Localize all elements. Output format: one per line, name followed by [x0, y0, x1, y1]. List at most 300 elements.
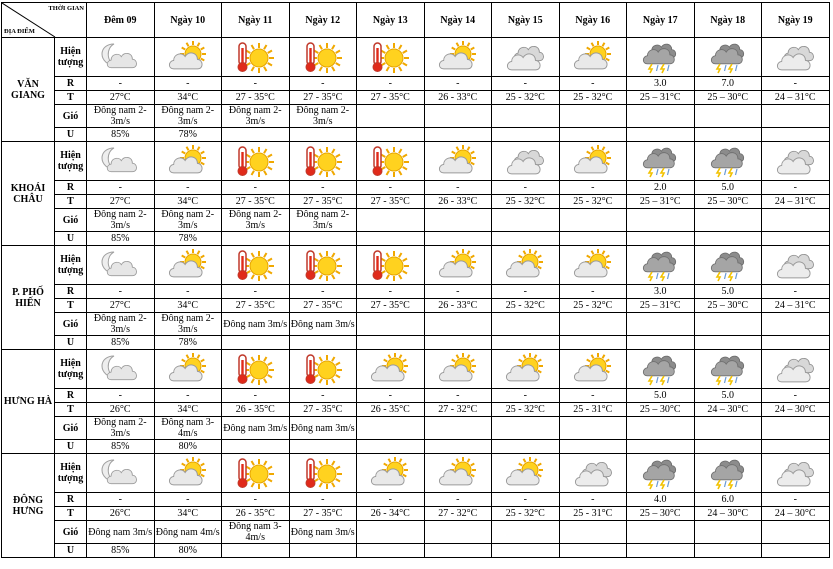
weather-cell: [627, 38, 695, 77]
thunderstorm-icon: [638, 352, 682, 386]
rain-row: [2, 181, 830, 195]
temperature-value: 26 - 35°C: [222, 403, 290, 417]
sun-cloud-icon: [166, 456, 210, 490]
weather-cell: [627, 246, 695, 285]
factor-label: T: [55, 299, 87, 313]
wind-value: [357, 313, 425, 336]
rain-value: -: [559, 389, 627, 403]
rain-value: -: [222, 389, 290, 403]
sun-cloud-icon: [166, 144, 210, 178]
sun-cloud-icon: [503, 248, 547, 282]
time-label: THỜI GIAN: [48, 5, 84, 12]
rain-value: -: [289, 389, 357, 403]
rain-value: -: [492, 77, 560, 91]
rain-value: 4.0: [627, 493, 695, 507]
factor-label: R: [55, 493, 87, 507]
hot-sun-icon: [233, 352, 277, 386]
humidity-value: [694, 128, 762, 142]
rain-value: -: [87, 181, 155, 195]
thunderstorm-icon: [706, 40, 750, 74]
rain-value: -: [559, 493, 627, 507]
weather-cell: [222, 246, 290, 285]
humidity-value: [289, 336, 357, 350]
rain-value: 5.0: [694, 389, 762, 403]
wind-value: Đông nam 2-3m/s: [222, 209, 290, 232]
humidity-value: [627, 232, 695, 246]
wind-value: [559, 417, 627, 440]
wind-value: Đông nam 2-3m/s: [289, 105, 357, 128]
wind-value: [762, 417, 830, 440]
humidity-value: [222, 440, 290, 454]
temperature-value: 26 - 35°C: [357, 403, 425, 417]
temperature-value: 27 - 35°C: [289, 507, 357, 521]
weather-cell: [694, 454, 762, 493]
humidity-value: [424, 232, 492, 246]
wind-value: [694, 313, 762, 336]
temperature-value: 27 - 35°C: [289, 299, 357, 313]
wind-value: Đông nam 2-3m/s: [87, 313, 155, 336]
wind-value: [357, 105, 425, 128]
weather-cell: [492, 454, 560, 493]
day-header: Ngày 18: [694, 3, 762, 38]
humidity-value: [559, 336, 627, 350]
wind-value: Đông nam 3m/s: [222, 417, 290, 440]
wind-value: Đông nam 2-3m/s: [154, 105, 222, 128]
humidity-value: [357, 336, 425, 350]
cloud-icon: [773, 248, 817, 282]
wind-value: [492, 521, 560, 544]
humidity-value: [289, 440, 357, 454]
wind-value: Đông nam 3m/s: [87, 521, 155, 544]
wind-value: [694, 521, 762, 544]
humidity-value: 78%: [154, 128, 222, 142]
humidity-value: [424, 440, 492, 454]
rain-value: -: [492, 285, 560, 299]
factor-label: R: [55, 389, 87, 403]
rain-value: -: [87, 389, 155, 403]
header-corner: [2, 3, 87, 38]
weather-cell: [627, 454, 695, 493]
temperature-value: 24 – 30°C: [694, 507, 762, 521]
weather-cell: [762, 38, 830, 77]
temperature-value: 27 - 35°C: [289, 403, 357, 417]
humidity-value: [357, 544, 425, 558]
weather-cell: [289, 454, 357, 493]
weather-cell: [492, 246, 560, 285]
humidity-row: [2, 336, 830, 350]
wind-value: [627, 521, 695, 544]
weather-cell: [424, 246, 492, 285]
factor-label: Gió: [55, 313, 87, 336]
humidity-value: [694, 544, 762, 558]
sun-cloud-icon: [166, 352, 210, 386]
humidity-value: [762, 544, 830, 558]
phenomenon-row: [2, 142, 830, 181]
day-header: Ngày 14: [424, 3, 492, 38]
temperature-value: 25 - 32°C: [492, 91, 560, 105]
weather-cell: [87, 454, 155, 493]
weather-cell: [424, 142, 492, 181]
factor-label: Gió: [55, 521, 87, 544]
day-header: Ngày 16: [559, 3, 627, 38]
wind-row: [2, 521, 830, 544]
temperature-value: 25 – 31°C: [627, 91, 695, 105]
cloud-icon: [773, 456, 817, 490]
humidity-value: [627, 440, 695, 454]
cloud-icon: [571, 456, 615, 490]
temperature-value: 25 – 30°C: [694, 299, 762, 313]
wind-value: Đông nam 2-3m/s: [154, 209, 222, 232]
rain-value: -: [222, 77, 290, 91]
factor-label: T: [55, 507, 87, 521]
wind-value: [424, 417, 492, 440]
rain-value: -: [289, 493, 357, 507]
temperature-value: 27 - 35°C: [222, 299, 290, 313]
weather-cell: [762, 454, 830, 493]
temperature-value: 27 - 35°C: [289, 91, 357, 105]
temperature-value: 25 – 30°C: [627, 507, 695, 521]
humidity-value: [762, 232, 830, 246]
humidity-value: 80%: [154, 544, 222, 558]
temperature-value: 26°C: [87, 507, 155, 521]
moon-cloud-icon: [98, 456, 142, 490]
hot-sun-icon: [301, 352, 345, 386]
wind-value: Đông nam 3-4m/s: [222, 521, 290, 544]
weather-cell: [694, 142, 762, 181]
wind-value: [762, 209, 830, 232]
humidity-row: [2, 128, 830, 142]
factor-label: U: [55, 336, 87, 350]
temperature-row: [2, 507, 830, 521]
temperature-value: 34°C: [154, 91, 222, 105]
sun-cloud-icon: [436, 456, 480, 490]
temperature-row: [2, 403, 830, 417]
hot-sun-icon: [233, 40, 277, 74]
hot-sun-icon: [301, 144, 345, 178]
day-header: Ngày 11: [222, 3, 290, 38]
rain-value: -: [424, 389, 492, 403]
rain-value: -: [492, 181, 560, 195]
temperature-value: 34°C: [154, 507, 222, 521]
temperature-value: 34°C: [154, 403, 222, 417]
wind-row: [2, 313, 830, 336]
weather-cell: [357, 454, 425, 493]
rain-value: -: [492, 493, 560, 507]
weather-cell: [694, 246, 762, 285]
temperature-value: 27 - 32°C: [424, 507, 492, 521]
temperature-value: 25 – 30°C: [627, 403, 695, 417]
phenomenon-row: [2, 38, 830, 77]
humidity-value: 85%: [87, 440, 155, 454]
humidity-value: [694, 336, 762, 350]
rain-value: -: [154, 285, 222, 299]
sun-cloud-icon: [368, 352, 412, 386]
thunderstorm-icon: [706, 352, 750, 386]
rain-value: 5.0: [694, 181, 762, 195]
temperature-row: [2, 195, 830, 209]
humidity-value: [289, 544, 357, 558]
cloud-icon: [773, 352, 817, 386]
temperature-value: 24 – 31°C: [762, 195, 830, 209]
humidity-value: [762, 440, 830, 454]
temperature-value: 27 - 35°C: [222, 195, 290, 209]
wind-value: Đông nam 3m/s: [289, 417, 357, 440]
temperature-value: 25 - 32°C: [492, 507, 560, 521]
weather-cell: [222, 454, 290, 493]
wind-value: [627, 105, 695, 128]
wind-value: [694, 105, 762, 128]
rain-row: [2, 285, 830, 299]
factor-label: Gió: [55, 417, 87, 440]
rain-value: -: [492, 389, 560, 403]
humidity-value: [222, 232, 290, 246]
day-header: Ngày 13: [357, 3, 425, 38]
factor-label: Gió: [55, 105, 87, 128]
rain-value: -: [357, 77, 425, 91]
temperature-value: 25 - 32°C: [492, 403, 560, 417]
rain-value: -: [222, 493, 290, 507]
weather-cell: [357, 142, 425, 181]
wind-value: Đông nam 2-3m/s: [87, 209, 155, 232]
location-name: P. PHỐ HIẾN: [2, 246, 55, 350]
wind-value: [357, 417, 425, 440]
sun-cloud-icon: [503, 352, 547, 386]
factor-label: Hiện tượng: [55, 454, 87, 493]
weather-cell: [289, 350, 357, 389]
hot-sun-icon: [301, 456, 345, 490]
sun-cloud-icon: [166, 248, 210, 282]
wind-value: [559, 313, 627, 336]
moon-cloud-icon: [98, 352, 142, 386]
rain-value: -: [222, 181, 290, 195]
humidity-value: 78%: [154, 336, 222, 350]
humidity-value: [762, 336, 830, 350]
humidity-value: [559, 232, 627, 246]
temperature-value: 26 - 34°C: [357, 507, 425, 521]
humidity-value: [357, 232, 425, 246]
temperature-value: 25 – 30°C: [694, 91, 762, 105]
location-name: HƯNG HÀ: [2, 350, 55, 454]
temperature-value: 25 - 32°C: [492, 299, 560, 313]
rain-value: -: [154, 389, 222, 403]
weather-cell: [222, 350, 290, 389]
humidity-value: [559, 440, 627, 454]
weather-cell: [762, 142, 830, 181]
factor-label: R: [55, 77, 87, 91]
weather-cell: [87, 38, 155, 77]
wind-value: Đông nam 2-3m/s: [87, 105, 155, 128]
humidity-value: 85%: [87, 336, 155, 350]
weather-cell: [559, 454, 627, 493]
temperature-value: 25 - 32°C: [492, 195, 560, 209]
temperature-value: 26 - 33°C: [424, 91, 492, 105]
rain-value: -: [424, 77, 492, 91]
weather-cell: [289, 38, 357, 77]
factor-label: U: [55, 128, 87, 142]
wind-value: Đông nam 3m/s: [289, 521, 357, 544]
temperature-value: 27 - 35°C: [289, 195, 357, 209]
rain-value: 6.0: [694, 493, 762, 507]
rain-row: [2, 389, 830, 403]
weather-cell: [694, 350, 762, 389]
factor-label: R: [55, 285, 87, 299]
location-name: VĂN GIANG: [2, 38, 55, 142]
factor-label: T: [55, 403, 87, 417]
wind-value: [627, 209, 695, 232]
factor-label: Hiện tượng: [55, 38, 87, 77]
humidity-value: [357, 440, 425, 454]
cloud-icon: [503, 40, 547, 74]
rain-value: 5.0: [627, 389, 695, 403]
wind-value: [424, 521, 492, 544]
weather-cell: [424, 350, 492, 389]
wind-value: [559, 105, 627, 128]
wind-value: Đông nam 3-4m/s: [154, 417, 222, 440]
rain-value: -: [289, 181, 357, 195]
thunderstorm-icon: [706, 144, 750, 178]
rain-value: -: [762, 285, 830, 299]
humidity-value: [357, 128, 425, 142]
wind-value: Đông nam 2-3m/s: [289, 209, 357, 232]
wind-value: [357, 521, 425, 544]
weather-cell: [559, 142, 627, 181]
location-name: ĐÔNG HƯNG: [2, 454, 55, 558]
humidity-value: [559, 128, 627, 142]
temperature-value: 25 - 31°C: [559, 403, 627, 417]
rain-value: -: [559, 181, 627, 195]
rain-value: -: [424, 493, 492, 507]
humidity-value: 78%: [154, 232, 222, 246]
location-name: KHOÁI CHÂU: [2, 142, 55, 246]
wind-value: [694, 417, 762, 440]
humidity-value: [492, 232, 560, 246]
rain-value: -: [154, 77, 222, 91]
rain-value: -: [762, 77, 830, 91]
weather-cell: [289, 246, 357, 285]
wind-value: [424, 209, 492, 232]
weather-cell: [694, 38, 762, 77]
thunderstorm-icon: [638, 40, 682, 74]
temperature-value: 26 - 33°C: [424, 195, 492, 209]
sun-cloud-icon: [503, 456, 547, 490]
rain-value: 5.0: [694, 285, 762, 299]
temperature-value: 25 – 31°C: [627, 299, 695, 313]
humidity-value: [694, 232, 762, 246]
rain-value: -: [357, 181, 425, 195]
humidity-value: [424, 336, 492, 350]
rain-value: -: [87, 493, 155, 507]
humidity-value: [762, 128, 830, 142]
wind-value: [762, 521, 830, 544]
temperature-value: 27°C: [87, 299, 155, 313]
hot-sun-icon: [233, 144, 277, 178]
temperature-value: 34°C: [154, 299, 222, 313]
thunderstorm-icon: [638, 144, 682, 178]
thunderstorm-icon: [638, 248, 682, 282]
temperature-value: 24 – 30°C: [694, 403, 762, 417]
rain-value: 2.0: [627, 181, 695, 195]
weather-cell: [222, 142, 290, 181]
weather-cell: [559, 350, 627, 389]
wind-value: [357, 209, 425, 232]
rain-value: -: [222, 285, 290, 299]
temperature-value: 24 – 30°C: [762, 403, 830, 417]
weather-cell: [559, 38, 627, 77]
weather-cell: [424, 38, 492, 77]
day-header: Ngày 12: [289, 3, 357, 38]
hot-sun-icon: [233, 456, 277, 490]
wind-value: [694, 209, 762, 232]
humidity-value: [492, 440, 560, 454]
wind-value: Đông nam 3m/s: [289, 313, 357, 336]
rain-value: 3.0: [627, 285, 695, 299]
factor-label: U: [55, 440, 87, 454]
rain-value: -: [289, 285, 357, 299]
factor-label: U: [55, 232, 87, 246]
sun-cloud-icon: [571, 40, 615, 74]
rain-row: [2, 77, 830, 91]
humidity-value: [694, 440, 762, 454]
humidity-value: 85%: [87, 128, 155, 142]
humidity-row: [2, 544, 830, 558]
weather-cell: [627, 142, 695, 181]
weather-cell: [357, 38, 425, 77]
weather-cell: [154, 454, 222, 493]
wind-value: Đông nam 2-3m/s: [87, 417, 155, 440]
temperature-value: 27 - 35°C: [357, 299, 425, 313]
rain-value: -: [762, 493, 830, 507]
temperature-value: 27°C: [87, 195, 155, 209]
factor-label: T: [55, 195, 87, 209]
weather-cell: [154, 350, 222, 389]
factor-label: Hiện tượng: [55, 350, 87, 389]
day-header: Ngày 15: [492, 3, 560, 38]
humidity-value: [492, 544, 560, 558]
wind-value: [492, 417, 560, 440]
weather-cell: [87, 246, 155, 285]
wind-value: [762, 313, 830, 336]
day-header: Ngày 17: [627, 3, 695, 38]
sun-cloud-icon: [436, 40, 480, 74]
moon-cloud-icon: [98, 248, 142, 282]
wind-value: [492, 313, 560, 336]
weather-cell: [87, 350, 155, 389]
temperature-value: 25 – 30°C: [694, 195, 762, 209]
humidity-value: [627, 128, 695, 142]
wind-row: [2, 105, 830, 128]
humidity-value: [289, 128, 357, 142]
wind-value: Đông nam 3m/s: [222, 313, 290, 336]
rain-value: -: [154, 493, 222, 507]
temperature-value: 24 – 31°C: [762, 299, 830, 313]
phenomenon-row: [2, 246, 830, 285]
humidity-row: [2, 440, 830, 454]
sun-cloud-icon: [166, 40, 210, 74]
phenomenon-row: [2, 350, 830, 389]
humidity-value: [222, 128, 290, 142]
location-label: ĐỊA ĐIỂM: [4, 28, 35, 35]
rain-value: -: [559, 285, 627, 299]
temperature-value: 25 - 32°C: [559, 195, 627, 209]
temperature-value: 27°C: [87, 91, 155, 105]
humidity-row: [2, 232, 830, 246]
day-header: Ngày 10: [154, 3, 222, 38]
rain-value: 7.0: [694, 77, 762, 91]
humidity-value: [222, 336, 290, 350]
temperature-value: 25 – 31°C: [627, 195, 695, 209]
temperature-value: 25 - 31°C: [559, 507, 627, 521]
humidity-value: [424, 128, 492, 142]
